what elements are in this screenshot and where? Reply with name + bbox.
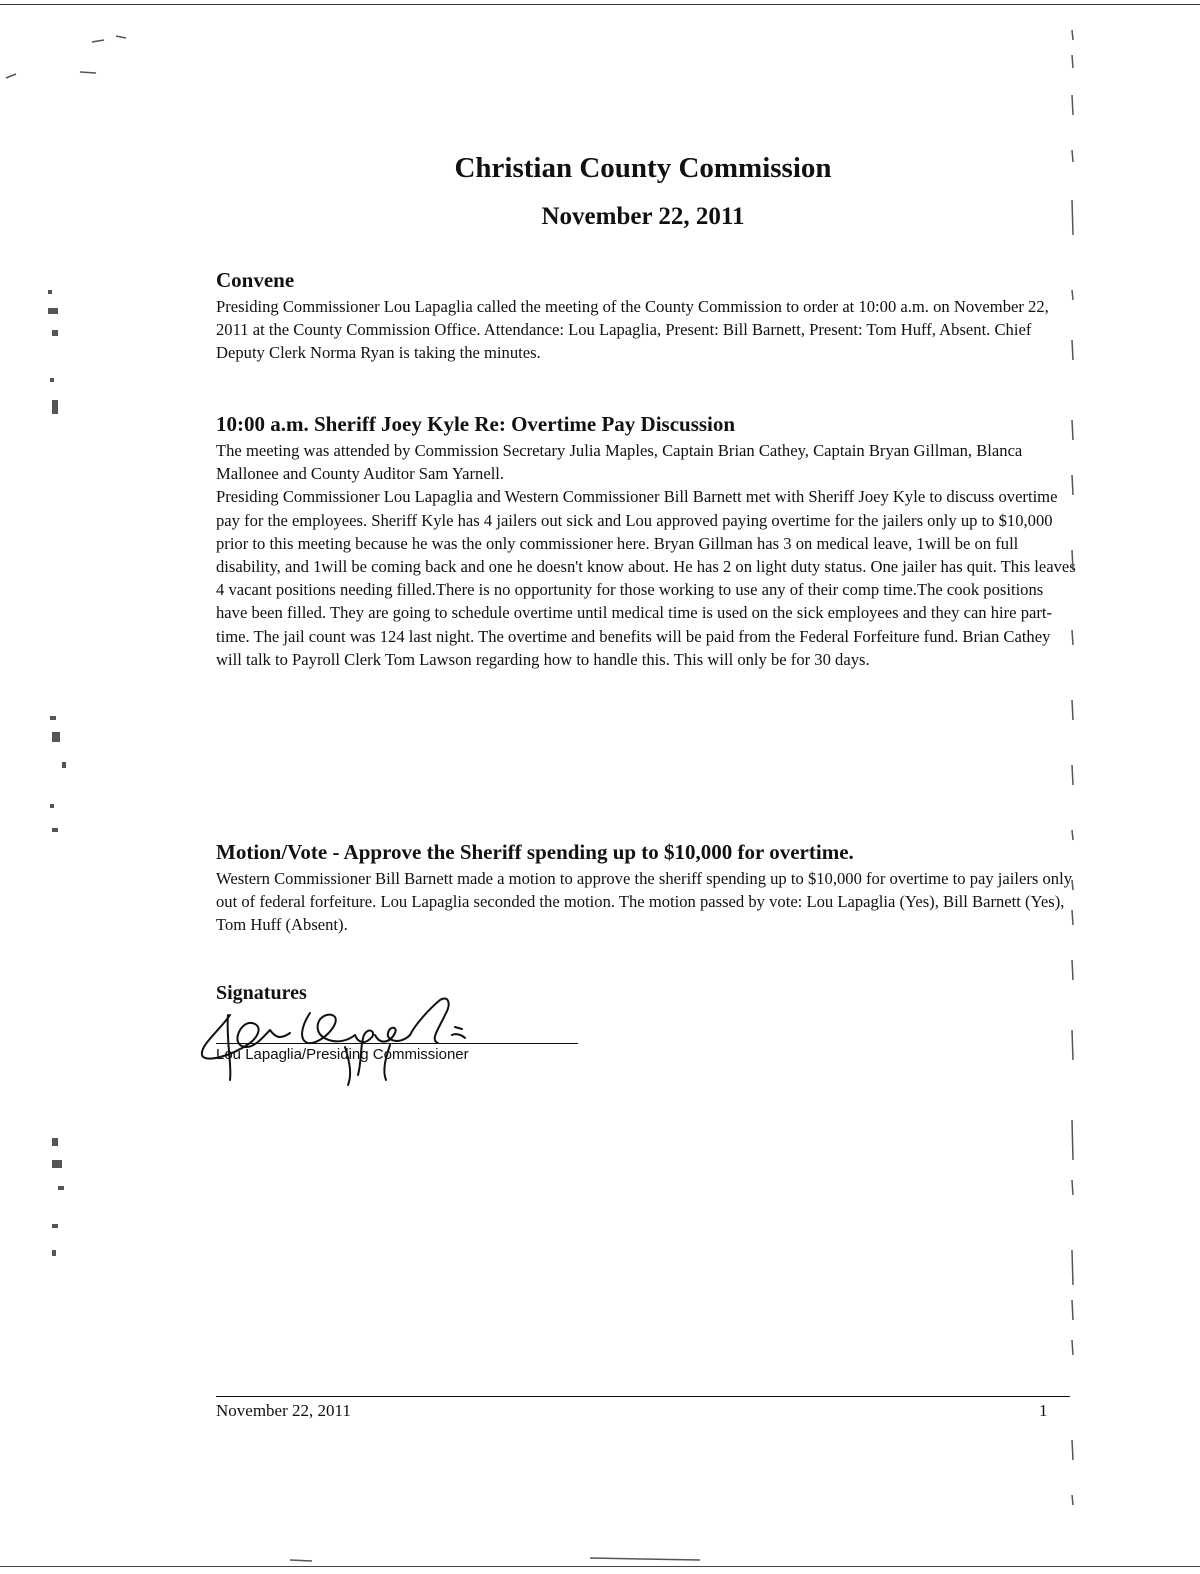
- bottom-edge-line: [0, 1566, 1200, 1567]
- section-body-continued: Presiding Commissioner Lou Lapaglia and Western Commissioner Bill Barnett met with Sheriff Joey Kyle to discuss overtime pay for the employees. Sheriff Kyle has 4 jailers out sick and Lou approved paying overtime for the jailers only up to $10,000 prior to this meeting because he was the only commissioner here. Bryan Gillman has 3 on medical leave, 1will be on full disability, and 1will be coming back and one he doesn't know about. He has 2 on light duty status. One jailer has quit. This leaves 4 vacant positions needing filled.There is no opportunity for those working to use any of their comp time.The cook positions have been filled. They are going to schedule overtime until medical time is used on the sick employees and they can hire part-time. The jail count was 124 last night. The overtime and benefits will be paid from the Federal Forfeiture fund. Brian Cathey will talk to Payroll Clerk Tom Lawson regarding how to handle this. This will only be for 30 days.: [216, 487, 1076, 669]
- signatures-heading: Signatures: [216, 982, 307, 1004]
- footer-rule: [216, 1396, 1070, 1397]
- section-overtime-discussion: [216, 411, 1076, 671]
- signature-caption: Lou Lapaglia/Presiding Commissioner: [216, 1046, 469, 1063]
- section-body: Western Commissioner Bill Barnett made a motion to approve the sheriff spending up to $10,000 for overtime to pay jailers only out of federal forfeiture. Lou Lapaglia seconded the motion. The motion passed by vote: Lou Lapaglia (Yes), Bill Barnett (Yes), Tom Huff (Absent).: [216, 869, 1072, 935]
- section-motion-vote: [216, 839, 1076, 937]
- section-body: Presiding Commissioner Lou Lapaglia called the meeting of the County Commission to order at 10:00 a.m. on November 22, 2011 at the County Commission Office. Attendance: Lou Lapaglia, Present: Bill Barnett, Present: Tom Huff, Absent. Chief Deputy Clerk Norma Ryan is taking the minutes.: [216, 297, 1049, 363]
- section-heading: Convene: [216, 268, 295, 292]
- section-heading: 10:00 a.m. Sheriff Joey Kyle Re: Overtime Pay Discussion: [216, 412, 736, 436]
- section-heading: Motion/Vote - Approve the Sheriff spending up to $10,000 for overtime.: [216, 840, 854, 864]
- page-number: 1: [1039, 1401, 1048, 1420]
- top-edge-line: [0, 4, 1200, 5]
- document-date: November 22, 2011: [541, 203, 745, 230]
- handwritten-signature: [190, 985, 490, 1095]
- document-title: Christian County Commission: [454, 152, 832, 184]
- footer-date: November 22, 2011: [216, 1401, 351, 1420]
- section-body: The meeting was attended by Commission Secretary Julia Maples, Captain Brian Cathey, Captain Bryan Gillman, Blanca Mallonee and County Auditor Sam Yarnell.: [216, 441, 1023, 484]
- section-convene: [216, 267, 1076, 365]
